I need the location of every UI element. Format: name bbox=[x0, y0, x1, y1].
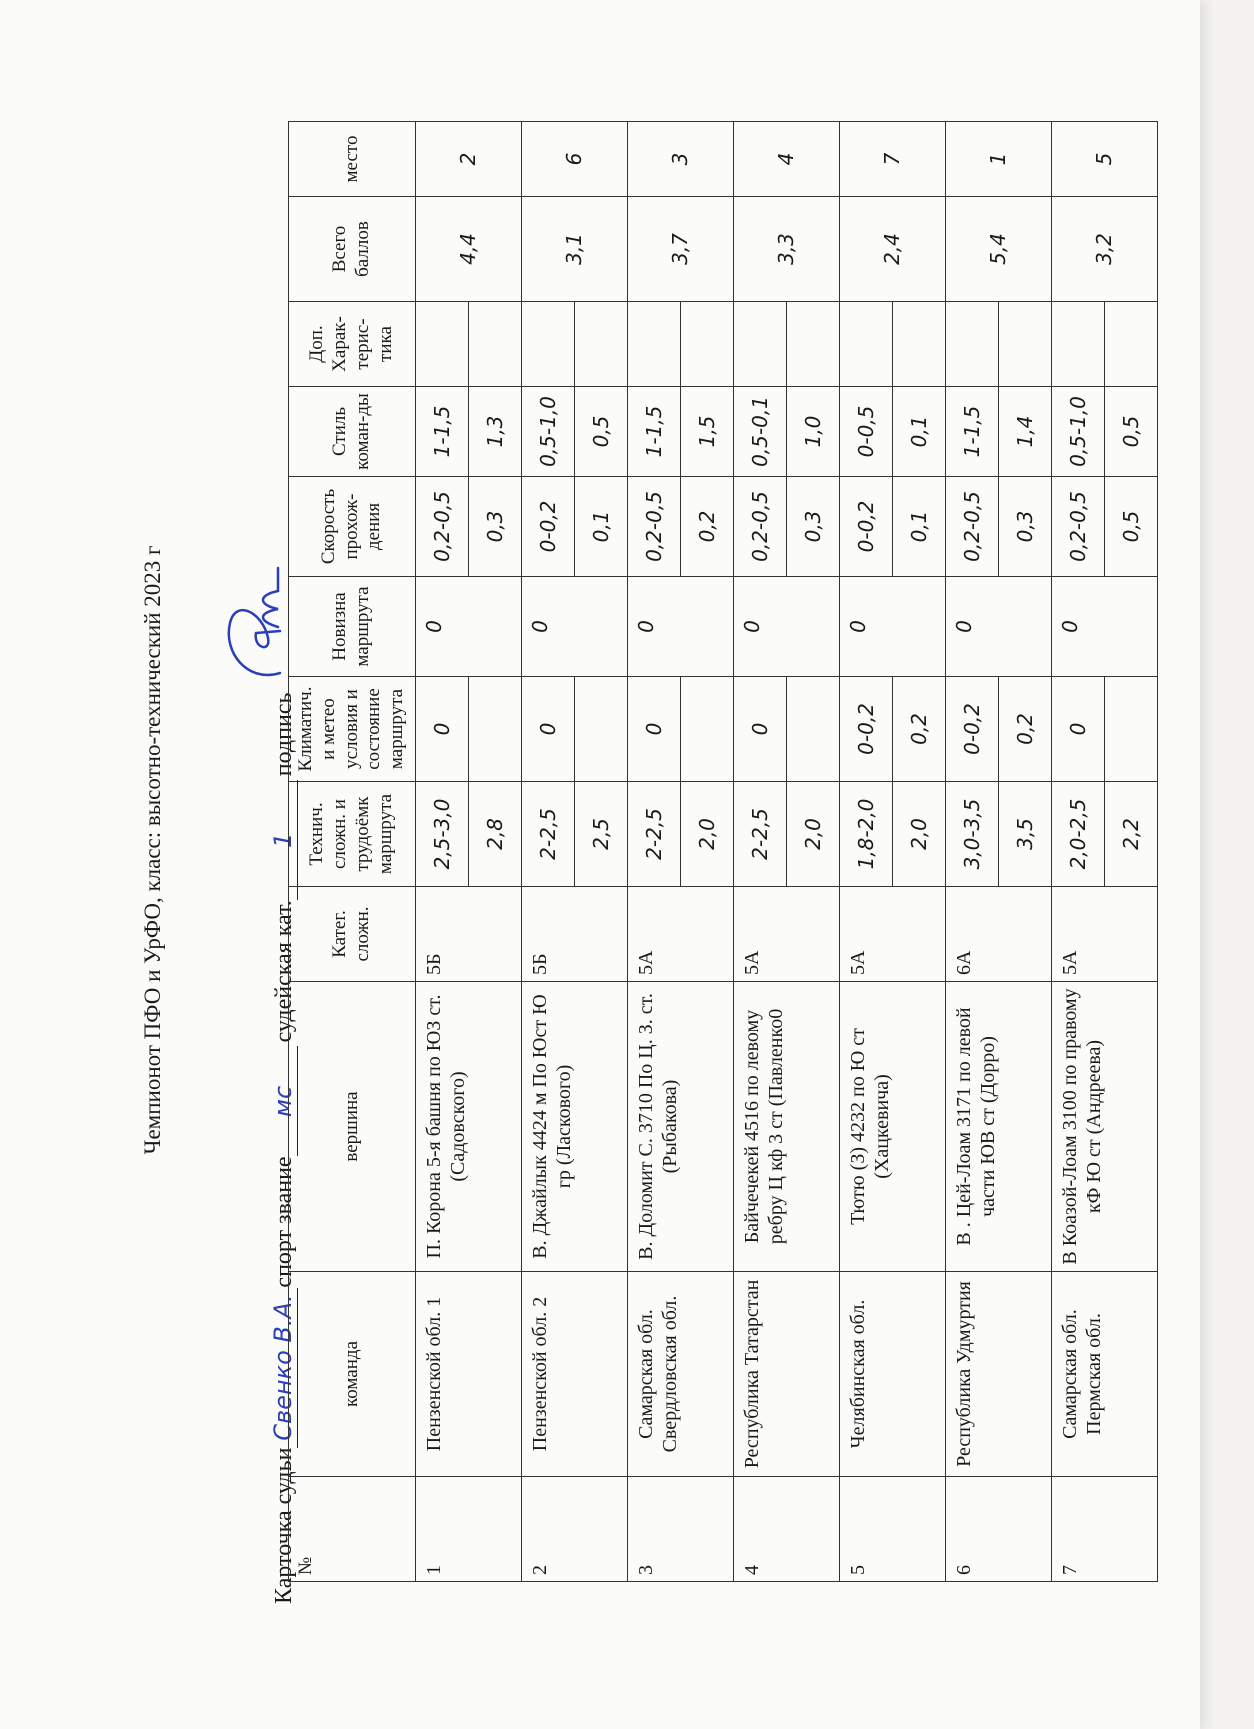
speed-score: 0,2 bbox=[680, 477, 733, 577]
extra-empty bbox=[998, 302, 1051, 387]
row-category: 5А bbox=[839, 887, 945, 982]
row-team: Республика Татарстан bbox=[733, 1272, 839, 1477]
judge-name-handwritten: Свенко В.А. bbox=[269, 1288, 298, 1448]
row-peak: Байчечекей 4516 по левому ребру Ц кф 3 ст (Павленко0 bbox=[733, 982, 839, 1272]
place-value: 5 bbox=[1051, 122, 1157, 197]
row-num: 4 bbox=[733, 1477, 839, 1582]
header-style: Стиль коман-ды bbox=[289, 387, 416, 477]
total-score: 3,3 bbox=[733, 197, 839, 302]
speed-range: 0-0,2 bbox=[521, 477, 574, 577]
total-score: 2,4 bbox=[839, 197, 945, 302]
climate-score bbox=[786, 677, 839, 782]
judge-label: Карточка судьи bbox=[271, 1447, 297, 1604]
row-peak: В Коазой-Лоам 3100 по правому кФ Ю ст (Андреева) bbox=[1051, 982, 1157, 1272]
style-range: 1-1,5 bbox=[415, 387, 468, 477]
tech-range: 2-2,5 bbox=[627, 782, 680, 887]
tech-score: 2,2 bbox=[1104, 782, 1157, 887]
climate-range: 0 bbox=[415, 677, 468, 782]
row-team: Челябинская обл. bbox=[839, 1272, 945, 1477]
judge-card-line bbox=[218, 563, 298, 1604]
header-peak: вершина bbox=[289, 982, 416, 1272]
style-range: 1-1,5 bbox=[945, 387, 998, 477]
row-team: Пензенской обл. 1 bbox=[415, 1272, 521, 1477]
place-value: 7 bbox=[839, 122, 945, 197]
novelty-value: 0 bbox=[415, 577, 521, 677]
table-row bbox=[733, 122, 786, 1582]
rank-label: спорт звание bbox=[271, 1156, 297, 1288]
row-num: 2 bbox=[521, 1477, 627, 1582]
total-score: 5,4 bbox=[945, 197, 1051, 302]
row-category: 5Б bbox=[415, 887, 521, 982]
header-tech: Технич. сложн. и трудоёмк маршрута bbox=[289, 782, 416, 887]
header-extra: Доп. Харак-терис-тика bbox=[289, 302, 416, 387]
speed-range: 0,2-0,5 bbox=[627, 477, 680, 577]
row-peak: В. Доломит С. 3710 По Ц. З. ст. (Рыбакова) bbox=[627, 982, 733, 1272]
tech-range: 1,8-2,0 bbox=[839, 782, 892, 887]
extra-value bbox=[733, 302, 786, 387]
header-place: место bbox=[289, 122, 416, 197]
climate-range: 0 bbox=[521, 677, 574, 782]
tech-score: 2,8 bbox=[468, 782, 521, 887]
row-num: 5 bbox=[839, 1477, 945, 1582]
speed-range: 0,2-0,5 bbox=[733, 477, 786, 577]
row-team: Самарская обл. Свердловская обл. bbox=[627, 1272, 733, 1477]
style-score: 1,0 bbox=[786, 387, 839, 477]
extra-empty bbox=[468, 302, 521, 387]
header-category: Катег. сложн. bbox=[289, 887, 416, 982]
tech-range: 2-2,5 bbox=[521, 782, 574, 887]
climate-score bbox=[1104, 677, 1157, 782]
climate-range: 0 bbox=[627, 677, 680, 782]
climate-range: 0 bbox=[1051, 677, 1104, 782]
speed-score: 0,1 bbox=[574, 477, 627, 577]
climate-score bbox=[468, 677, 521, 782]
style-score: 1,4 bbox=[998, 387, 1051, 477]
speed-range: 0-0,2 bbox=[839, 477, 892, 577]
category-value-handwritten: 1 bbox=[269, 780, 298, 900]
row-category: 5А bbox=[733, 887, 839, 982]
table-row bbox=[627, 122, 680, 1582]
row-num: 6 bbox=[945, 1477, 1051, 1582]
row-num: 7 bbox=[1051, 1477, 1157, 1582]
rotated-page bbox=[110, 60, 1160, 1640]
climate-range: 0-0,2 bbox=[839, 677, 892, 782]
speed-range: 0,2-0,5 bbox=[415, 477, 468, 577]
signature-label: подпись bbox=[271, 692, 297, 777]
novelty-value: 0 bbox=[733, 577, 839, 677]
extra-empty bbox=[892, 302, 945, 387]
novelty-value: 0 bbox=[1051, 577, 1157, 677]
table-row bbox=[415, 122, 468, 1582]
style-range: 0,5-1,0 bbox=[1051, 387, 1104, 477]
row-peak: Тютю (З) 4232 по Ю ст (Хацкевича) bbox=[839, 982, 945, 1272]
total-score: 3,2 bbox=[1051, 197, 1157, 302]
novelty-value: 0 bbox=[627, 577, 733, 677]
total-score: 3,1 bbox=[521, 197, 627, 302]
tech-range: 3,0-3,5 bbox=[945, 782, 998, 887]
climate-score bbox=[680, 677, 733, 782]
extra-value bbox=[521, 302, 574, 387]
extra-value bbox=[839, 302, 892, 387]
speed-score: 0,3 bbox=[786, 477, 839, 577]
extra-value bbox=[415, 302, 468, 387]
header-total: Всего баллов bbox=[289, 197, 416, 302]
climate-range: 0-0,2 bbox=[945, 677, 998, 782]
climate-score: 0,2 bbox=[998, 677, 1051, 782]
speed-score: 0,1 bbox=[892, 477, 945, 577]
extra-value bbox=[627, 302, 680, 387]
category-label: судейская кат. bbox=[271, 900, 297, 1043]
style-range: 0,5-1,0 bbox=[521, 387, 574, 477]
place-value: 2 bbox=[415, 122, 521, 197]
tech-score: 2,0 bbox=[680, 782, 733, 887]
row-peak: В . Цей-Лоам 3171 по левой части ЮВ ст (Дорро) bbox=[945, 982, 1051, 1272]
extra-empty bbox=[680, 302, 733, 387]
novelty-value: 0 bbox=[839, 577, 945, 677]
row-category: 5А bbox=[627, 887, 733, 982]
rank-value-handwritten: мс bbox=[269, 1046, 298, 1156]
header-novelty: Новизна маршрута bbox=[289, 577, 416, 677]
style-range: 1-1,5 bbox=[627, 387, 680, 477]
style-range: 0-0,5 bbox=[839, 387, 892, 477]
style-score: 0,5 bbox=[1104, 387, 1157, 477]
speed-score: 0,3 bbox=[468, 477, 521, 577]
row-category: 6А bbox=[945, 887, 1051, 982]
extra-value bbox=[945, 302, 998, 387]
extra-empty bbox=[574, 302, 627, 387]
place-value: 1 bbox=[945, 122, 1051, 197]
total-score: 4,4 bbox=[415, 197, 521, 302]
row-num: 1 bbox=[415, 1477, 521, 1582]
tech-range: 2-2,5 bbox=[733, 782, 786, 887]
style-range: 0,5-0,1 bbox=[733, 387, 786, 477]
row-num: 3 bbox=[627, 1477, 733, 1582]
tech-score: 2,5 bbox=[574, 782, 627, 887]
place-value: 3 bbox=[627, 122, 733, 197]
tech-range: 2,0-2,5 bbox=[1051, 782, 1104, 887]
novelty-value: 0 bbox=[521, 577, 627, 677]
climate-score bbox=[574, 677, 627, 782]
climate-score: 0,2 bbox=[892, 677, 945, 782]
header-speed: Скорость прохож-дения bbox=[289, 477, 416, 577]
style-score: 0,1 bbox=[892, 387, 945, 477]
row-peak: П. Корона 5-я башня по ЮЗ ст. (Садовского) bbox=[415, 982, 521, 1272]
row-peak: В. Джайлык 4424 м По Юст Ю гр (Ласкового) bbox=[521, 982, 627, 1272]
header-num: № bbox=[289, 1477, 416, 1582]
speed-score: 0,3 bbox=[998, 477, 1051, 577]
signature-image bbox=[218, 563, 298, 693]
header-climate: Климатич. и метео условия и состояние маршрута bbox=[289, 677, 416, 782]
style-score: 1,3 bbox=[468, 387, 521, 477]
extra-empty bbox=[786, 302, 839, 387]
row-team: Самарская обл. Пермская обл. bbox=[1051, 1272, 1157, 1477]
row-team: Республика Удмуртия bbox=[945, 1272, 1051, 1477]
header-team: команда bbox=[289, 1272, 416, 1477]
row-category: 5А bbox=[1051, 887, 1157, 982]
style-score: 1,5 bbox=[680, 387, 733, 477]
tech-score: 2,0 bbox=[892, 782, 945, 887]
row-category: 5Б bbox=[521, 887, 627, 982]
tech-score: 3,5 bbox=[998, 782, 1051, 887]
novelty-value: 0 bbox=[945, 577, 1051, 677]
row-team: Пензенской обл. 2 bbox=[521, 1272, 627, 1477]
climate-range: 0 bbox=[733, 677, 786, 782]
extra-value bbox=[1051, 302, 1104, 387]
table-row bbox=[839, 122, 892, 1582]
place-value: 6 bbox=[521, 122, 627, 197]
total-score: 3,7 bbox=[627, 197, 733, 302]
place-value: 4 bbox=[733, 122, 839, 197]
speed-score: 0,5 bbox=[1104, 477, 1157, 577]
speed-range: 0,2-0,5 bbox=[1051, 477, 1104, 577]
document-title: Чемпионот ПФО и УрФО, класс: высотно-технический 2023 г bbox=[140, 545, 165, 1155]
table-row bbox=[521, 122, 574, 1582]
results-table bbox=[288, 121, 1158, 1582]
extra-empty bbox=[1104, 302, 1157, 387]
tech-score: 2,0 bbox=[786, 782, 839, 887]
table-row bbox=[945, 122, 998, 1582]
tech-range: 2,5-3,0 bbox=[415, 782, 468, 887]
table-header-row bbox=[289, 122, 416, 1582]
speed-range: 0,2-0,5 bbox=[945, 477, 998, 577]
table-row bbox=[1051, 122, 1104, 1582]
style-score: 0,5 bbox=[574, 387, 627, 477]
